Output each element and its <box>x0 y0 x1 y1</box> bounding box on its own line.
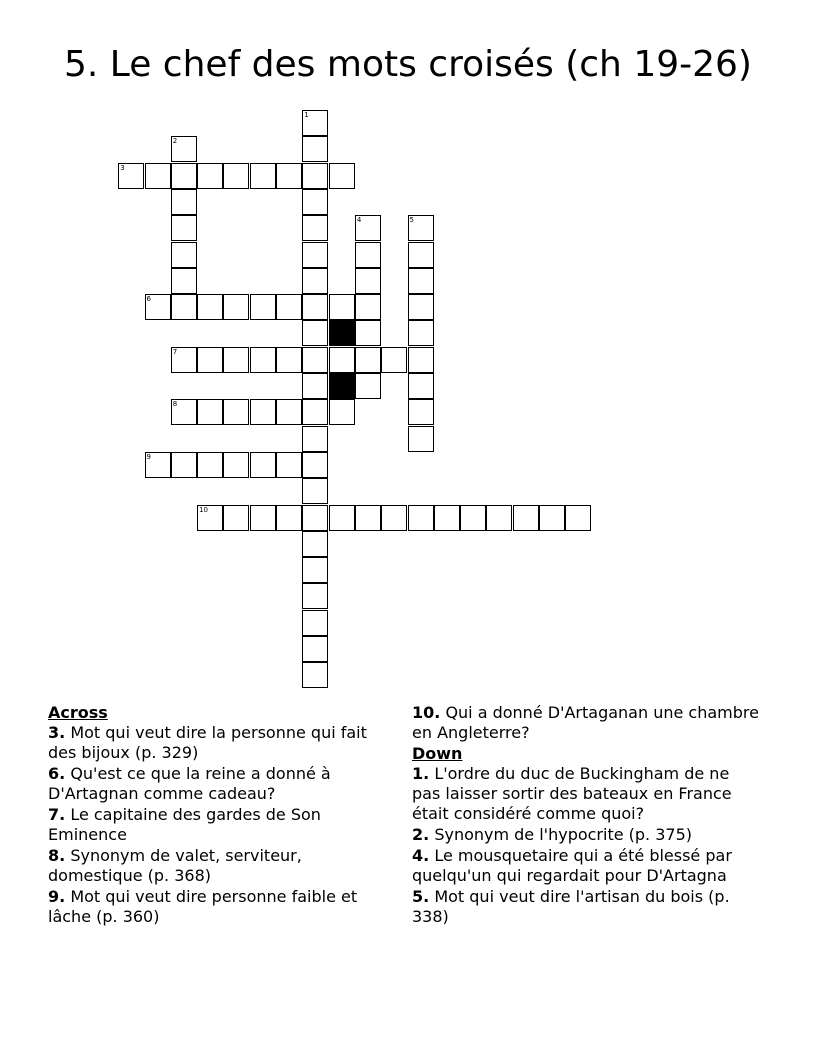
cell-number: 7 <box>172 347 178 356</box>
black-cell <box>329 320 355 346</box>
grid-cell[interactable] <box>276 399 302 425</box>
clues-right-column <box>412 703 762 928</box>
grid-cell[interactable] <box>408 426 434 452</box>
grid-cell[interactable] <box>250 163 276 189</box>
clue-across-6: 6. Qu'est ce que la reine a donné à D'Artagnan comme cadeau? <box>48 764 331 803</box>
grid-cell[interactable] <box>223 399 249 425</box>
grid-cell[interactable] <box>460 505 486 531</box>
grid-cell[interactable] <box>381 505 407 531</box>
grid-cell[interactable] <box>250 347 276 373</box>
grid-cell[interactable] <box>355 373 381 399</box>
grid-cell[interactable] <box>171 215 197 241</box>
grid-cell[interactable] <box>302 557 328 583</box>
grid-cell[interactable] <box>302 478 328 504</box>
grid-cell[interactable] <box>302 347 328 373</box>
cell-number: 6 <box>146 295 151 304</box>
clue-down-4: 4. Le mousquetaire qui a été blessé par quelqu'un qui regardait pour D'Artagna <box>412 846 732 885</box>
cell-number: 10 <box>199 505 209 514</box>
grid-cell[interactable] <box>329 163 355 189</box>
grid-cell[interactable] <box>223 163 249 189</box>
grid-cell[interactable] <box>355 505 381 531</box>
grid-cell[interactable] <box>408 320 434 346</box>
grid-cell[interactable] <box>513 505 539 531</box>
grid-cell[interactable] <box>302 505 328 531</box>
grid-cell[interactable] <box>355 294 381 320</box>
page-title: 5. Le chef des mots croisés (ch 19-26) <box>64 44 752 85</box>
grid-cell[interactable] <box>197 399 223 425</box>
grid-cell[interactable] <box>539 505 565 531</box>
grid-cell[interactable] <box>145 452 171 478</box>
grid-cell[interactable] <box>408 215 434 241</box>
grid-cell[interactable] <box>329 399 355 425</box>
clue-across-10: 10. Qui a donné D'Artaganan une chambre en Angleterre? <box>412 703 759 742</box>
grid-cell[interactable] <box>565 505 591 531</box>
grid-cell[interactable] <box>197 163 223 189</box>
down-heading: Down <box>412 744 463 763</box>
grid-cell[interactable] <box>355 320 381 346</box>
cell-number: 5 <box>409 216 414 225</box>
grid-cell[interactable] <box>302 110 328 136</box>
grid-cell[interactable] <box>408 399 434 425</box>
grid-cell[interactable] <box>302 215 328 241</box>
grid-cell[interactable] <box>276 347 302 373</box>
grid-cell[interactable] <box>408 242 434 268</box>
grid-cell[interactable] <box>171 347 197 373</box>
grid-cell[interactable] <box>408 505 434 531</box>
cell-number: 4 <box>356 216 362 225</box>
cell-number: 9 <box>146 452 151 461</box>
grid-cell[interactable] <box>329 294 355 320</box>
across-heading: Across <box>48 703 108 722</box>
grid-cell[interactable] <box>223 452 249 478</box>
grid-cell[interactable] <box>276 505 302 531</box>
grid-cell[interactable] <box>276 294 302 320</box>
grid-cell[interactable] <box>355 215 381 241</box>
cell-number: 3 <box>120 163 125 172</box>
grid-cell[interactable] <box>302 268 328 294</box>
grid-cell[interactable] <box>223 294 249 320</box>
clue-down-2: 2. Synonym de l'hypocrite (p. 375) <box>412 825 693 844</box>
grid-cell[interactable] <box>223 505 249 531</box>
grid-cell[interactable] <box>171 452 197 478</box>
grid-cell[interactable] <box>171 242 197 268</box>
grid-cell[interactable] <box>250 505 276 531</box>
grid-cell[interactable] <box>355 242 381 268</box>
grid-cell[interactable] <box>276 452 302 478</box>
grid-cell[interactable] <box>171 294 197 320</box>
grid-cell[interactable] <box>302 426 328 452</box>
grid-cell[interactable] <box>302 242 328 268</box>
grid-cell[interactable] <box>197 452 223 478</box>
grid-cell[interactable] <box>171 136 197 162</box>
grid-cell[interactable] <box>145 163 171 189</box>
grid-cell[interactable] <box>302 583 328 609</box>
grid-cell[interactable] <box>302 610 328 636</box>
grid-cell[interactable] <box>302 294 328 320</box>
grid-cell[interactable] <box>408 373 434 399</box>
grid-cell[interactable] <box>250 294 276 320</box>
grid-cell[interactable] <box>223 347 249 373</box>
cell-number: 8 <box>172 400 178 409</box>
grid-cell[interactable] <box>408 268 434 294</box>
clue-down-5: 5. Mot qui veut dire l'artisan du bois (p. 338) <box>412 887 730 926</box>
grid-cell[interactable] <box>302 189 328 215</box>
clues-left-column <box>48 703 393 928</box>
grid-cell[interactable] <box>302 320 328 346</box>
grid-cell[interactable] <box>434 505 460 531</box>
grid-cell[interactable] <box>302 636 328 662</box>
grid-cell[interactable] <box>250 452 276 478</box>
grid-cell[interactable] <box>408 347 434 373</box>
clue-across-3: 3. Mot qui veut dire la personne qui fait des bijoux (p. 329) <box>48 723 367 762</box>
grid-cell[interactable] <box>329 347 355 373</box>
grid-cell[interactable] <box>171 399 197 425</box>
grid-cell[interactable] <box>171 268 197 294</box>
grid-cell[interactable] <box>302 373 328 399</box>
grid-cell[interactable] <box>171 163 197 189</box>
grid-cell[interactable] <box>355 347 381 373</box>
grid-cell[interactable] <box>145 294 171 320</box>
grid-cell[interactable] <box>171 189 197 215</box>
grid-cell[interactable] <box>302 136 328 162</box>
clue-across-8: 8. Synonym de valet, serviteur, domestique (p. 368) <box>48 846 302 885</box>
grid-cell[interactable] <box>408 294 434 320</box>
grid-cell[interactable] <box>302 662 328 688</box>
grid-cell[interactable] <box>355 268 381 294</box>
grid-cell[interactable] <box>381 347 407 373</box>
grid-cell[interactable] <box>329 505 355 531</box>
grid-cell[interactable] <box>276 163 302 189</box>
grid-cell[interactable] <box>197 505 223 531</box>
grid-cell[interactable] <box>302 452 328 478</box>
grid-cell[interactable] <box>250 399 276 425</box>
grid-cell[interactable] <box>302 399 328 425</box>
grid-cell[interactable] <box>197 347 223 373</box>
cell-number: 2 <box>172 137 178 146</box>
grid-cell[interactable] <box>302 531 328 557</box>
black-cell <box>329 373 355 399</box>
clue-across-9: 9. Mot qui veut dire personne faible et lâche (p. 360) <box>48 887 358 926</box>
grid-cell[interactable] <box>118 163 144 189</box>
grid-cell[interactable] <box>197 294 223 320</box>
clue-down-1: 1. L'ordre du duc de Buckingham de ne pas laisser sortir des bateaux en France était considéré comme quoi? <box>412 764 732 823</box>
cell-number: 1 <box>304 111 309 119</box>
clue-across-7: 7. Le capitaine des gardes de Son Eminence <box>48 805 321 844</box>
grid-cell[interactable] <box>302 163 328 189</box>
grid-cell[interactable] <box>486 505 512 531</box>
